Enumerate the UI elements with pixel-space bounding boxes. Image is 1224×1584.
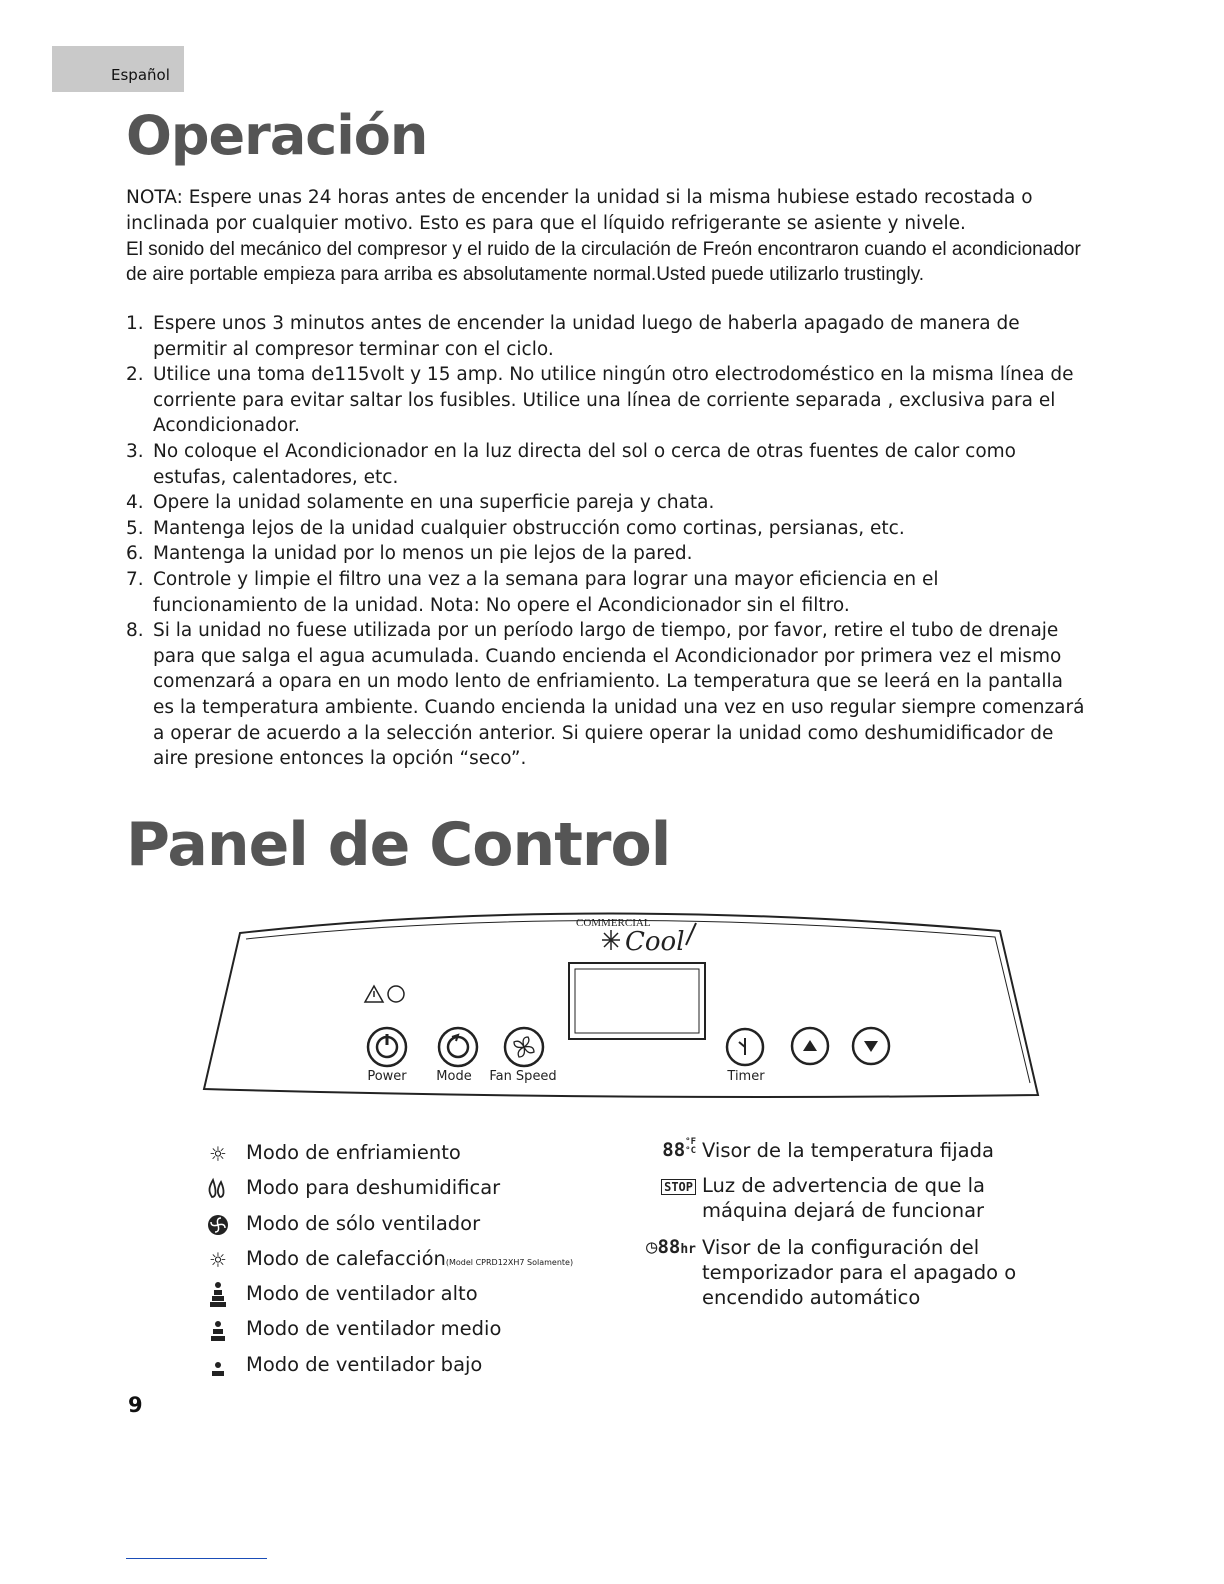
up-button[interactable] [792, 1028, 828, 1064]
down-button[interactable] [853, 1028, 889, 1064]
language-tab: Español [52, 46, 184, 92]
brand-top: COMMERCIAL [576, 917, 651, 929]
timer-display-icon: ◷88hr [646, 1236, 696, 1258]
list-item: 8. Si la unidad no fuese utilizada por un período largo de tiempo, por favor, retire el tubo de drenaje para que salga el agua acumulada. Cuando encienda el Acondicionador por primera vez el mismo comenzará a opara en un modo lento de enfriamiento. La temperatura que se leerá en la pantalla es la temperatura ambiente. Cuando encienda la unidad una vez en uso regular siempre comenzará a operar de acuerdo a la selección anterior. Si quiere operar la unidad como deshumidificador de aire presione entonces la opción “seco”. [126, 620, 1085, 770]
legend-item: 88°F °C Visor de la temperatura fijada [626, 1138, 1026, 1173]
compressor-paragraph: El sonido del mecánico del compresor y el ruido de la circulación de Freón encontraron cuando el acondicionador de aire portable empieza para arriba es absolutamente normal.Usted puede utilizarlo trustingly. [126, 239, 1081, 285]
mode-label: Mode [436, 1069, 472, 1084]
list-item: 7. Controle y limpie el filtro una vez a la semana para lograr una mayor eficiencia en el funcionamiento de la unidad. Nota: No opere el Acondicionador sin el filtro. [126, 568, 939, 616]
note-paragraph: NOTA: Espere unas 24 horas antes de encender la unidad si la misma hubiese estado recostada o inclinada por cualquier motivo. Esto es para que el líquido refrigerante se asiente y nivele. [126, 187, 1033, 234]
fan-speed-label: Fan Speed [489, 1069, 557, 1084]
fan-medium-icon [200, 1316, 236, 1344]
brand-script: Cool [625, 927, 685, 957]
list-item: 6. Mantenga la unidad por lo menos un pie lejos de la pared. [126, 543, 693, 565]
timer-label: Timer [727, 1069, 765, 1084]
panel-outline [204, 913, 1038, 1097]
snowflake-icon [602, 930, 620, 950]
legend-item: ◷88hr Visor de la configuración del temporizador para el apagado o encendido automático [626, 1235, 1026, 1315]
sun-icon: ☼ [209, 1247, 227, 1272]
instruction-list [126, 311, 1086, 772]
display-screen [569, 963, 705, 1039]
sun-icon: ☼ [209, 1142, 227, 1166]
mode-legend [200, 1138, 630, 1385]
fan-low-icon [200, 1352, 236, 1380]
legend-item: Modo de ventilador bajo [200, 1350, 630, 1385]
display-legend [626, 1138, 1026, 1315]
page-number: 9 [128, 1393, 143, 1417]
legend-item: ☼ Modo de calefacción(Model CPRD12XH7 Solamente) [200, 1244, 630, 1279]
stop-icon: STOP [626, 1173, 696, 1200]
fan-high-icon [200, 1281, 236, 1309]
alarm-icon [365, 986, 404, 1002]
mode-button[interactable] [439, 1028, 477, 1066]
droplets-icon [200, 1175, 236, 1203]
list-item: 1. Espere unos 3 minutos antes de encender la unidad luego de haberla apagado de manera de permitir al compresor terminar con el ciclo. [126, 313, 1020, 360]
control-panel-illustration [200, 895, 1040, 1105]
timer-button[interactable] [727, 1029, 763, 1065]
list-item: 4. Opere la unidad solamente en una superficie pareja y chata. [126, 492, 715, 514]
temperature-display-icon: 88°F °C [662, 1137, 696, 1161]
fan-icon [200, 1211, 236, 1239]
section-title-panel: Panel de Control [126, 810, 671, 880]
legend-item: Modo de ventilador medio [200, 1314, 630, 1349]
power-label: Power [367, 1069, 407, 1084]
legend-item: STOP Luz de advertencia de que la máquina dejará de funcionar [626, 1173, 1026, 1235]
fan-speed-button[interactable] [505, 1028, 543, 1066]
legend-item: ☼ Modo de enfriamiento [200, 1138, 630, 1173]
list-item: 5. Mantenga lejos de la unidad cualquier obstrucción como cortinas, persianas, etc. [126, 517, 905, 539]
section-title-operacion: Operación [126, 104, 428, 167]
legend-item: Modo de sólo ventilador [200, 1209, 630, 1244]
list-item: 3. No coloque el Acondicionador en la luz directa del sol o cerca de otras fuentes de calor como estufas, calentadores, etc. [126, 440, 1016, 488]
legend-item: Modo de ventilador alto [200, 1279, 630, 1314]
power-button[interactable] [368, 1028, 406, 1066]
footer-rule [126, 1558, 267, 1559]
list-item: 2. Utilice una toma de115volt y 15 amp. No utilice ningún otro electrodoméstico en la misma línea de corriente para evitar saltar los fusibles. Utilice una línea de corriente separada , exclusiva para el Acondicionador. [126, 364, 1074, 437]
legend-item: Modo para deshumidificar [200, 1173, 630, 1208]
